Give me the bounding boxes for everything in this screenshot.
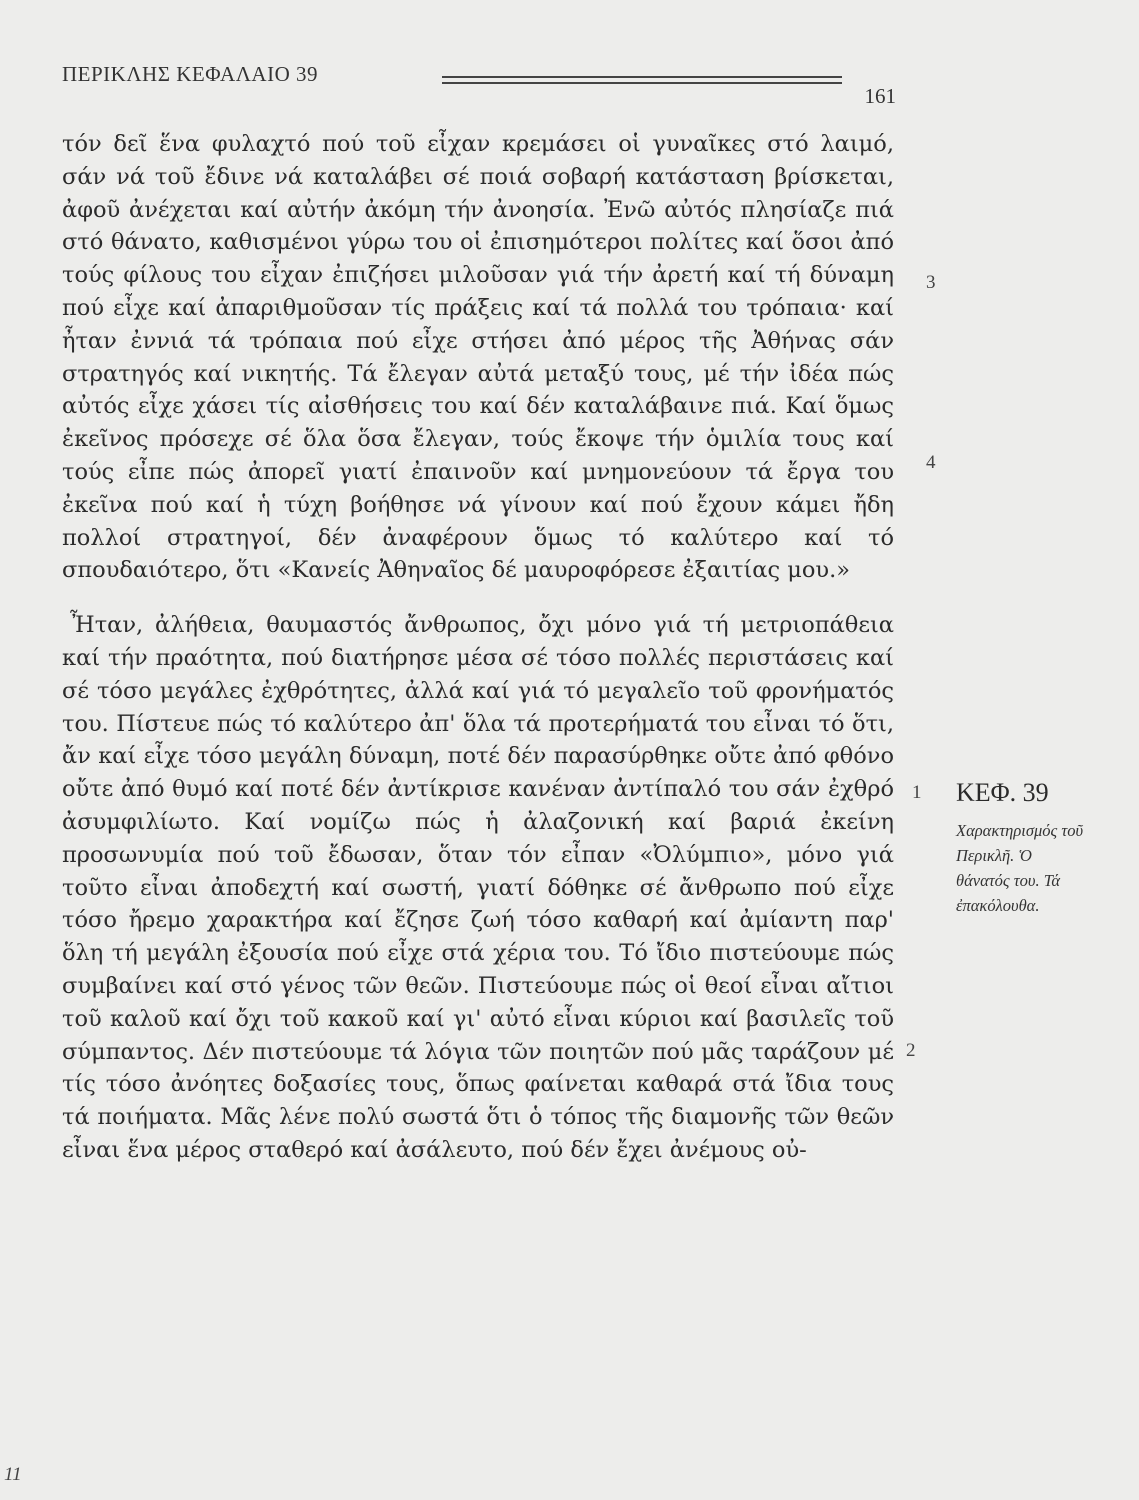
- running-title: ΠΕΡΙΚΛΗΣ ΚΕΦΑΛΑΙΟ 39: [62, 62, 319, 86]
- body-text: [62, 128, 894, 1167]
- paragraph-1: τόν δεῖ ἕνα φυλαχτό πού τοῦ εἶχαν κρεμάσει οἱ γυναῖκες στό λαιμό, σάν νά τοῦ ἔδινε νά καταλάβει σέ ποιά σοβαρή κατάσταση βρίσκεται, ἀφοῦ ἀνέχεται καί αὐτήν ἀκόμη τήν ἀνοησία. Ἐνῶ αὐτός πλησίαζε πιά στό θάνατο, καθισμένοι γύρω του οἱ ἐπισημότεροι πολίτες καί ὅσοι ἀπό τούς φίλους του εἶχαν ἐπιζήσει μιλοῦσαν γιά τήν ἀρετή καί τή δύναμη πού εἶχε καί ἀπαριθμοῦσαν τίς πράξεις καί τά πολλά του τρόπαια· καί ἦταν ἐννιά τά τρόπαια πού εἶχε στήσει ἀπό μέρος τῆς Ἀθήνας σάν στρατηγός καί νικητής. Τά ἔλεγαν αὐτά μεταξύ τους, μέ τήν ἰδέα πώς αὐτός εἶχε χάσει τίς αἰσθήσεις του καί δέν καταλάβαινε πιά. Καί ὅμως ἐκεῖνος πρόσεχε σέ ὅλα ὅσα ἔλεγαν, τούς ἔκοψε τήν ὁμιλία τους καί τούς εἶπε πώς ἀπορεῖ γιατί ἐπαινοῦν καί μνημονεύουν τά ἔργα του ἐκεῖνα πού καί ἡ τύχη βοήθησε νά γίνουν καί πού ἔχουν κάμει ἤδη πολλοί στρατηγοί, δέν ἀναφέρουν ὅμως τό καλύτερο καί τό σπουδαιότερο, ὅτι «Κανείς Ἀθηναῖος δέ μαυροφόρεσε ἐξαιτίας μου.»: [62, 131, 894, 584]
- signature-mark: 11: [4, 1464, 22, 1485]
- sidenote-heading: ΚΕΦ. 39: [956, 778, 1049, 807]
- margin-number-2: 2: [906, 1040, 916, 1061]
- paragraph-2: Ἦταν, ἀλήθεια, θαυμαστός ἄνθρωπος, ὄχι μόνο γιά τή μετριοπάθεια καί τήν πραότητα, πού διατήρησε μέσα σέ τόσο πολλές περιστάσεις καί σέ τόσο μεγάλες ἐχθρότητες, ἀλλά καί γιά τό μεγαλεῖο τοῦ φρονήματός του. Πίστευε πώς τό καλύτερο ἀπ' ὅλα τά προτερήματά του εἶναι τό ὅτι, ἄν καί εἶχε τόσο μεγάλη δύναμη, ποτέ δέν παρασύρθηκε οὔτε ἀπό φθόνο οὔτε ἀπό θυμό καί ποτέ δέν ἀντίκρισε κανέναν ἀντίπαλό του σάν ἐχθρό ἀσυμφιλίωτο. Καί νομίζω πώς ἡ ἀλαζονική καί βαριά ἐκείνη προσωνυμία πού τοῦ ἔδωσαν, ὅταν τόν εἶπαν «Ὀλύμπιο», μόνο γιά τοῦτο εἶναι ἀποδεχτή καί σωστή, γιατί δόθηκε σέ ἄνθρωπο πού εἶχε τόσο ἤρεμο χαρακτήρα καί ἔζησε ζωή τόσο καθαρή καί ἀμίαντη παρ' ὅλη τή μεγάλη ἐξουσία πού εἶχε στά χέρια του. Τό ἴδιο πιστεύουμε πώς συμβαίνει καί στό γένος τῶν θεῶν. Πιστεύουμε πώς οἱ θεοί εἶναι αἴτιοι τοῦ καλοῦ καί ὄχι τοῦ κακοῦ καί γι' αὐτό εἶναι κύριοι καί βασιλεῖς τοῦ σύμπαντος. Δέν πιστεύουμε τά λόγια τῶν ποιητῶν πού μᾶς ταράζουν μέ τίς τόσο ἀνόητες δοξασίες τους, ὅπως φαίνεται καθαρά στά ἴδια τους τά ποιήματα. Μᾶς λένε πολύ σωστά ὅτι ὁ τόπος τῆς διαμονῆς τῶν θεῶν εἶναι ἕνα μέρος σταθερό καί ἀσάλευτο, πού δέν ἔχει ἀνέμους οὐ-: [62, 612, 894, 1163]
- chapter-sidenote: [956, 778, 1086, 918]
- margin-number-4: 4: [926, 452, 936, 473]
- header-rule: [442, 76, 842, 84]
- margin-number-1: 1: [912, 782, 922, 803]
- sidenote-text: Χαρακτηρισμός τοῦ Περικλῆ. Ὁ θάνατός του. Τά ἐπακόλουθα.: [956, 821, 1084, 915]
- page-header: [62, 58, 904, 108]
- margin-number-3: 3: [926, 272, 936, 293]
- page-number: 161: [864, 84, 896, 108]
